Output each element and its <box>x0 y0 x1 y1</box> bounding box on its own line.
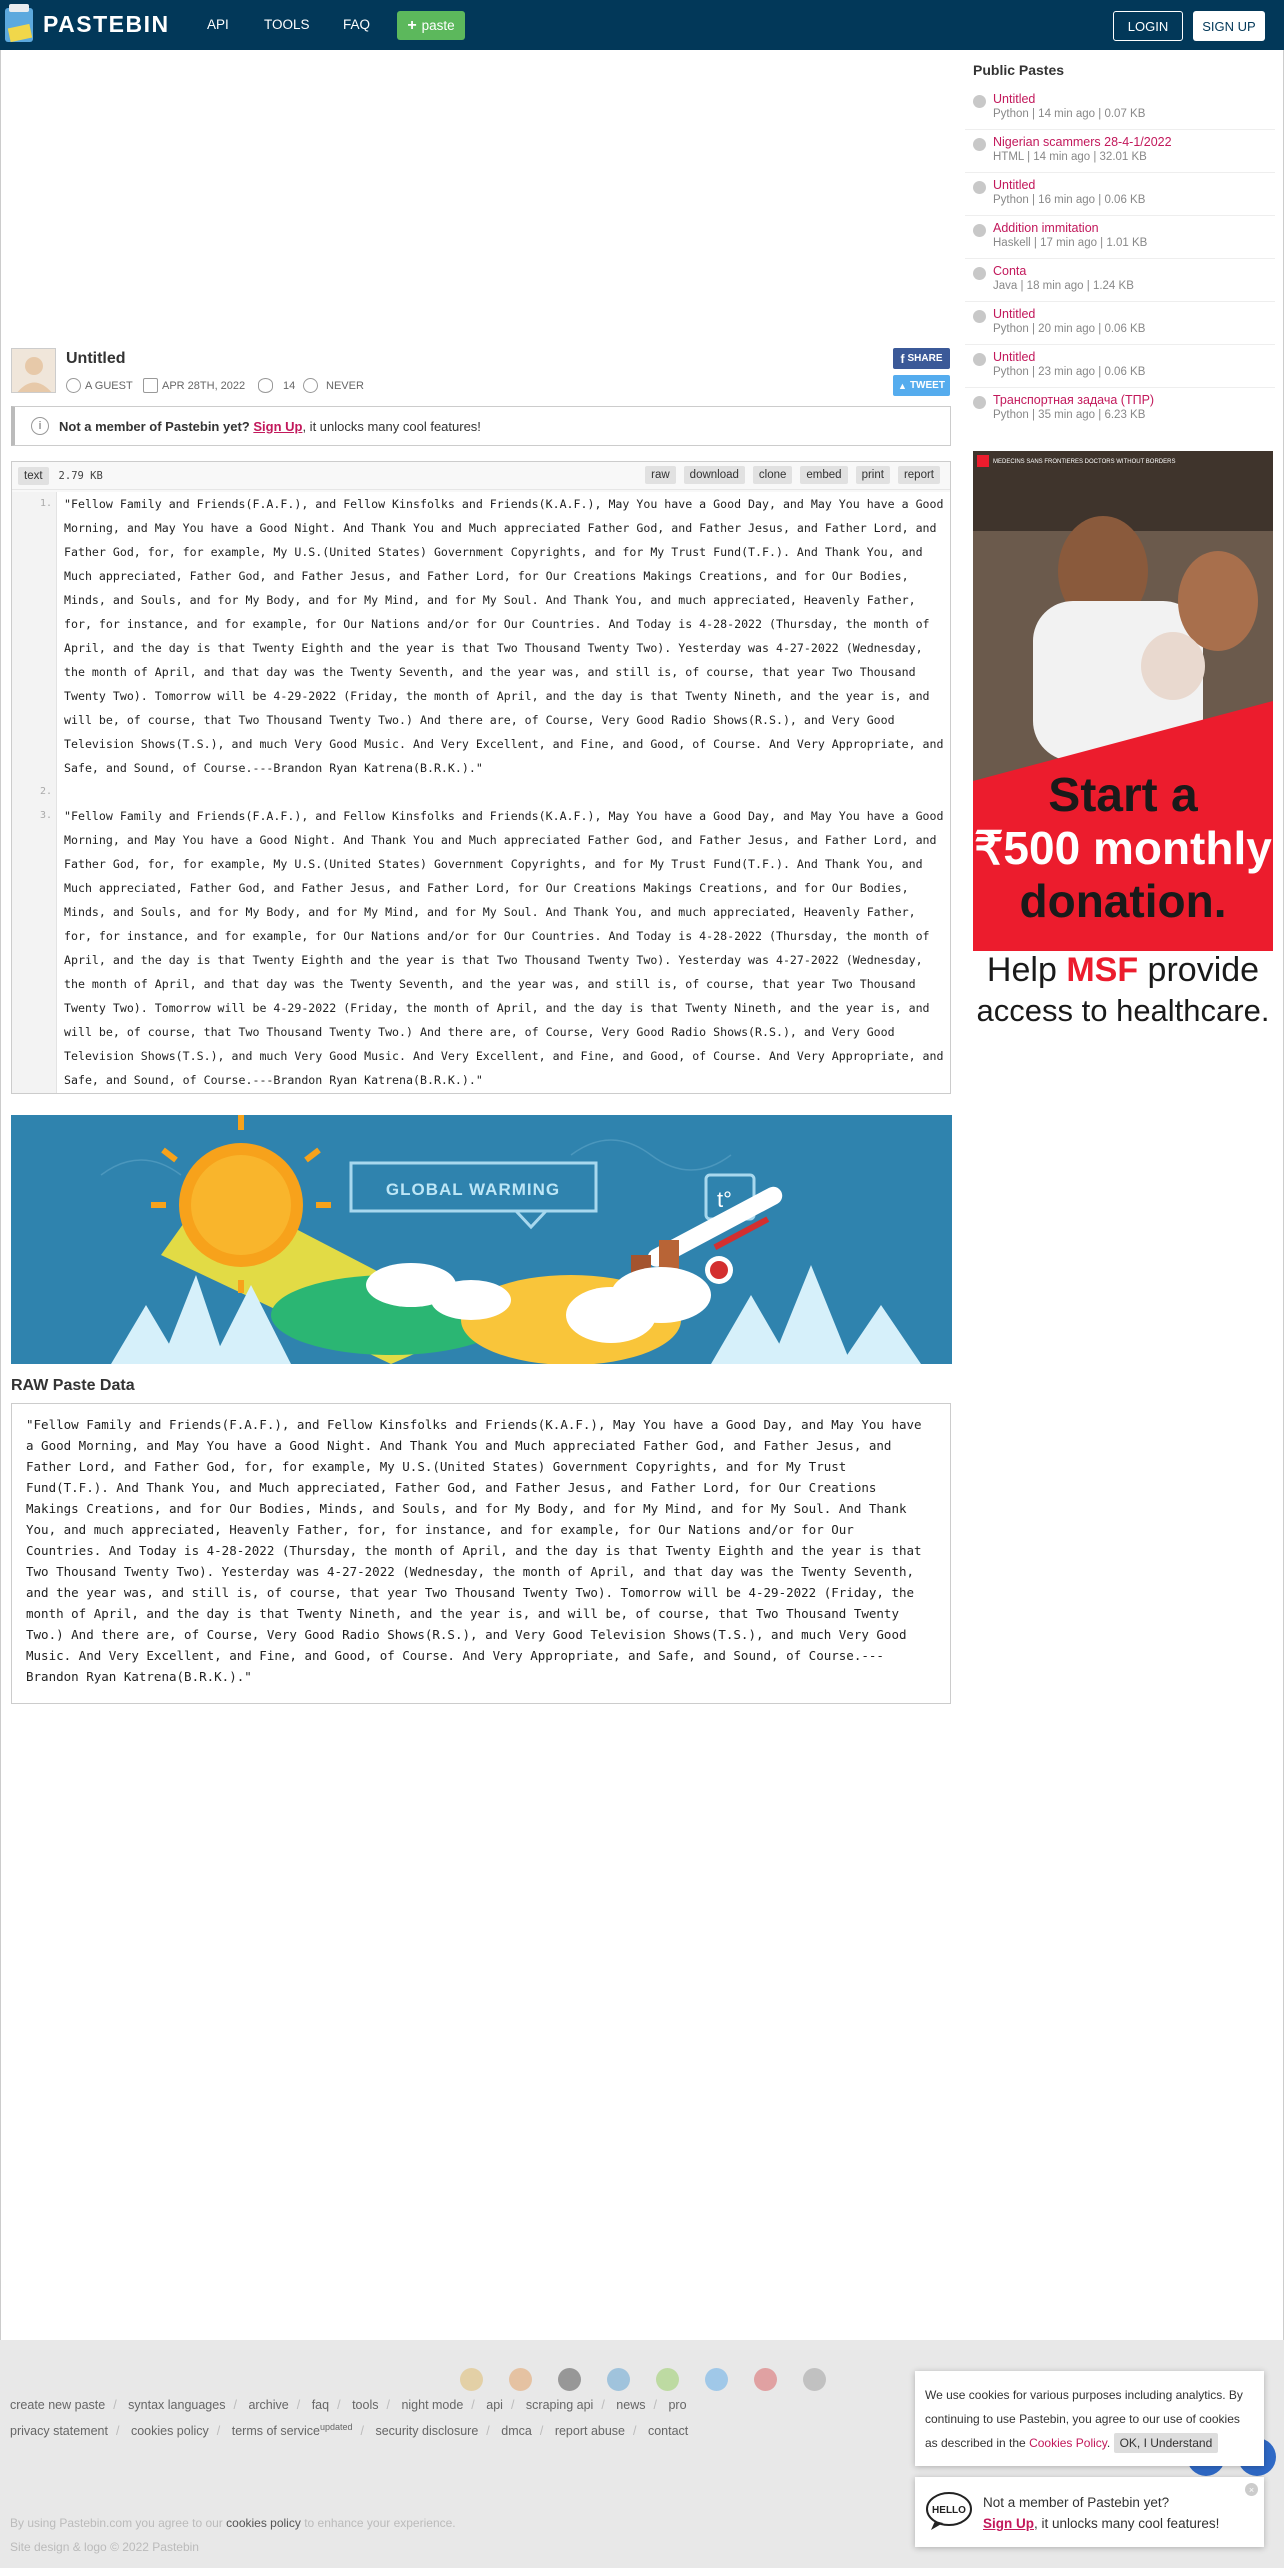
divider <box>965 301 1275 302</box>
hello-rest: , it unlocks many cool features! <box>1034 2516 1220 2531</box>
copy-pre: By using Pastebin.com you agree to our <box>10 2516 223 2530</box>
cookies-policy-link[interactable]: cookies policy <box>226 2516 301 2530</box>
date-meta <box>143 378 245 393</box>
views-meta <box>258 378 295 393</box>
paste-name[interactable]: Транспортная задача (ТПР) <box>993 393 1155 407</box>
guest-avatar <box>11 348 56 393</box>
paste-name[interactable]: Addition immitation <box>993 221 1099 235</box>
paste-name[interactable]: Untitled <box>993 92 1036 106</box>
ad-line3: donation. <box>1019 875 1227 927</box>
footer-link[interactable]: privacy statement <box>10 2424 108 2439</box>
facebook-icon: f <box>900 351 905 366</box>
paste-globe-icon <box>973 267 986 280</box>
footer-link[interactable]: scraping api <box>525 2398 594 2412</box>
paste-title: Untitled <box>66 350 126 367</box>
user-icon <box>66 378 81 393</box>
macos-icon[interactable] <box>705 2368 728 2391</box>
paste-meta: HTML | 14 min ago | 32.01 KB <box>993 151 1147 163</box>
msf-donation-ad[interactable] <box>973 451 1273 1031</box>
sublime-icon[interactable] <box>803 2368 826 2391</box>
ios-icon[interactable] <box>558 2368 581 2391</box>
top-navbar <box>0 0 1284 50</box>
close-icon[interactable]: × <box>1245 2483 1258 2496</box>
cookies-policy-popup-link[interactable]: Cookies Policy <box>1029 2436 1107 2450</box>
pastebin-logo-icon[interactable] <box>3 4 37 44</box>
public-pastes-title: Public Pastes <box>973 62 1065 78</box>
paste-meta: Haskell | 17 min ago | 1.01 KB <box>993 237 1148 249</box>
twitter-bird-icon: ▲ <box>898 380 907 391</box>
expire-value: NEVER <box>326 379 364 392</box>
divider <box>965 387 1275 388</box>
hello-speech-icon <box>925 2491 973 2531</box>
paste-label: paste <box>421 18 455 33</box>
paste-globe-icon <box>973 396 986 409</box>
plus-icon: + <box>407 16 417 34</box>
firefox-icon[interactable] <box>509 2368 532 2391</box>
print-button[interactable]: print <box>856 466 890 484</box>
opera-icon[interactable] <box>754 2368 777 2391</box>
chrome-icon[interactable] <box>460 2368 483 2391</box>
paste-meta: Python | 23 min ago | 0.06 KB <box>993 366 1146 378</box>
footer-link[interactable]: security disclosure <box>375 2424 479 2439</box>
paste-globe-icon <box>973 353 986 366</box>
public-paste-item[interactable] <box>973 393 1273 436</box>
divider <box>965 215 1275 216</box>
clone-button[interactable]: clone <box>753 466 793 484</box>
signup-notice <box>11 406 951 446</box>
raw-button[interactable]: raw <box>645 466 676 484</box>
footer-links-row2: privacy statement / cookies policy / terms of service$^{updated}$ / security disclosure / dmca / report abuse / contact <box>10 2422 689 2439</box>
line-number: 1. <box>39 498 52 509</box>
paste-globe-icon <box>973 310 986 323</box>
cookie-ok-button[interactable]: OK, I Understand <box>1114 2433 1219 2453</box>
ad-line1: Start a <box>1048 769 1198 822</box>
footer-link[interactable]: syntax languages <box>128 2398 226 2412</box>
code-toolbar <box>12 462 950 490</box>
raw-paste-textarea[interactable]: "Fellow Family and Friends(F.A.F.), and Fellow Kinsfolks and Friends(K.A.F.), May You have a Good Day, and May You have a Good Morning, and May You have a Good Night. And Thank You and Much appreciated Father God, and Father Jesus, and Father Lord, and Father God, for, for example, My U.S.(United States) Government Copyrights, and for My Trust Fund(T.F.). And Thank You, and Much appreciated, Father God, and Father Jesus, and Father Lord, for Our Creations Makings Creations, and for Our Bodies, Minds, and Souls, and for My Body, and for My Mind, and for My Soul. And Thank You, and much appreciated, Heavenly Father, for, for instance, and for example, for Our Nations and/or for Our Countries. And Today is 4-28-2022 (Thursday, the month of April, and the day is that Twenty Eighth and the year is that Two Thousand Twenty Two). Yesterday was 4-27-2022 (Wednesday, the month of April, and that day was the Twenty Seventh, and the year was, and still is, of course, that year Two Thousand Twenty Two). Tomorrow will be 4-29-2022 (Friday, the month of April, and the day is that Twenty Nineth, and the year is, and will be, of course, that Two Thousand Twenty Two.) And there are, of Course, Very Good Radio Shows(R.S.), and Very Good Television Shows(T.S.), and much Very Good Music. And Very Excellent, and Fine, and Good, of Course. And Very Appropriate, and Safe, and Sound, of Course.---Brandon Ryan Katrena(B.R.K.)." <box>11 1403 951 1704</box>
view-count: 14 <box>283 379 296 392</box>
footer-link[interactable]: pro <box>668 2398 687 2412</box>
footer-link[interactable]: create new paste <box>10 2398 106 2412</box>
divider <box>965 129 1275 130</box>
paste-meta: Python | 14 min ago | 0.07 KB <box>993 108 1146 120</box>
notice-signup-link[interactable]: Sign Up <box>253 418 303 434</box>
footer-link[interactable]: cookies policy <box>130 2424 209 2439</box>
ad-line2: ₹500 monthly <box>974 822 1272 874</box>
copyright-line <box>10 2516 456 2530</box>
syntax-tag[interactable]: text <box>18 467 49 485</box>
footer-link[interactable]: faq <box>311 2398 330 2412</box>
paste-globe-icon <box>973 138 986 151</box>
code-body <box>12 492 950 1093</box>
android-icon[interactable] <box>656 2368 679 2391</box>
ad-line4c: provide <box>1147 951 1260 989</box>
report-button[interactable]: report <box>898 466 940 484</box>
download-button[interactable]: download <box>684 466 745 484</box>
site-design-copyright: Site design & logo © 2022 Pastebin <box>10 2540 199 2554</box>
notice-rest: , it unlocks many cool features! <box>302 418 481 434</box>
signup-popup <box>915 2477 1264 2547</box>
thermo-label: t° <box>717 1187 732 1212</box>
paste-name[interactable]: Untitled <box>993 178 1036 192</box>
notice-bold: Not a member of Pastebin yet? <box>59 418 250 434</box>
updated-badge: updated <box>319 2422 353 2432</box>
footer-link[interactable]: archive <box>248 2398 289 2412</box>
banner-title: GLOBAL WARMING <box>385 1180 561 1199</box>
footer-link[interactable]: report abuse <box>554 2424 625 2439</box>
global-warming-banner[interactable] <box>11 1115 952 1364</box>
paste-globe-icon <box>973 181 986 194</box>
nav-api[interactable]: API <box>207 17 229 32</box>
hello-signup-link[interactable]: Sign Up <box>983 2516 1034 2531</box>
footer-link[interactable]: news <box>616 2398 646 2412</box>
code-line-text: "Fellow Family and Friends(F.A.F.), and Fellow Kinsfolks and Friends(K.A.F.), May You have a Good Day, and May You have a Good Morning, and May You have a Good Night. And Thank You and Much appreciated Father God, and Father Jesus, and Father Lord, and Father God, for, for example, My U.S.(United States) Government Copyrights, and for My Trust Fund(T.F.). And Thank You, and Much appreciated, Father God, and Father Jesus, and Father Lord, for Our Creations Makings Creations, and for Our Bodies, Minds, and Souls, and for My Body, and for My Mind, and for My Soul. And Thank You, and much appreciated, Heavenly Father, for, for instance, and for example, for Our Nations and/or for Our Countries. And Today is 4-28-2022 (Thursday, the month of April, and the day is that Twenty Eighth and the year is that Two Thousand Twenty Two). Yesterday was 4-27-2022 (Wednesday, the month of April, and that day was the Twenty Seventh, and the year was, and still is, of course, that year Two Thousand Twenty Two). Tomorrow will be 4-29-2022 (Friday, the month of April, and the day is that Twenty Nineth, and the year is, and will be, of course, that Two Thousand Twenty Two.) And there are, of Course, Very Good Radio Shows(R.S.), and Very Good Television Shows(T.S.), and much Very Good Music. And Very Excellent, and Fine, and Good, of Course. And Very Appropriate, and Safe, and Sound, of Course.---Brandon Ryan Katrena(B.R.K.)." <box>64 497 944 775</box>
new-paste-button[interactable] <box>397 11 465 40</box>
line-number: 2. <box>39 786 52 797</box>
paste-meta: Java | 18 min ago | 1.24 KB <box>993 280 1134 292</box>
raw-paste-title: RAW Paste Data <box>11 1377 135 1394</box>
paste-globe-icon <box>973 224 986 237</box>
code-actions <box>645 466 940 484</box>
footer-link[interactable]: terms of service <box>231 2424 320 2439</box>
paste-name[interactable]: Untitled <box>993 307 1036 321</box>
paste-name[interactable]: Nigerian scammers 28-4-1/2022 <box>993 135 1172 149</box>
hello-line1: Not a member of Pastebin yet? <box>983 2495 1170 2510</box>
divider <box>965 344 1275 345</box>
code-line-text: "Fellow Family and Friends(F.A.F.), and Fellow Kinsfolks and Friends(K.A.F.), May You have a Good Day, and May You have a Good Morning, and May You have a Good Night. And Thank You and Much appreciated Father God, and Father Jesus, and Father Lord, and Father God, for, for example, My U.S.(United States) Government Copyrights, and for My Trust Fund(T.F.). And Thank You, and Much appreciated, Father God, and Father Jesus, and Father Lord, for Our Creations Makings Creations, and for Our Bodies, Minds, and Souls, and for My Body, and for My Mind, and for My Soul. And Thank You, and much appreciated, Heavenly Father, for, for instance, and for example, for Our Nations and/or for Our Countries. And Today is 4-28-2022 (Thursday, the month of April, and the day is that Twenty Eighth and the year is that Two Thousand Twenty Two). Yesterday was 4-27-2022 (Wednesday, the month of April, and that day was the Twenty Seventh, and the year was, and still is, of course, that year Two Thousand Twenty Two). Tomorrow will be 4-29-2022 (Friday, the month of April, and the day is that Twenty Nineth, and the year is, and will be, of course, that Two Thousand Twenty Two.) And there are, of Course, Very Good Radio Shows(R.S.), and Very Good Television Shows(T.S.), and much Very Good Music. And Very Excellent, and Fine, and Good, of Course. And Very Appropriate, and Safe, and Sound, of Course.---Brandon Ryan Katrena(B.R.K.)." <box>64 809 944 1087</box>
windows-icon[interactable] <box>607 2368 630 2391</box>
timer-icon <box>303 378 318 393</box>
footer-link[interactable]: contact <box>647 2424 689 2439</box>
paste-name[interactable]: Untitled <box>993 350 1036 364</box>
paste-meta: Python | 16 min ago | 0.06 KB <box>993 194 1146 206</box>
divider <box>965 258 1275 259</box>
paste-meta: Python | 20 min ago | 0.06 KB <box>993 323 1146 335</box>
expire-meta <box>303 378 364 393</box>
divider <box>965 172 1275 173</box>
footer-link[interactable]: night mode <box>401 2398 464 2412</box>
share-label: SHARE <box>907 353 943 364</box>
footer-link[interactable]: tools <box>352 2398 379 2412</box>
signup-button[interactable]: SIGN UP <box>1193 11 1265 41</box>
eye-icon <box>258 378 273 393</box>
author-name: A GUEST <box>85 379 133 392</box>
cookie-consent-popup: We use cookies for various purposes including analytics. By continuing to use Pastebin, you agree to our use of cookies as described in the Cookies Policy. OK, I Understand <box>915 2371 1264 2466</box>
ad-line4 <box>987 951 1259 989</box>
tweet-label: TWEET <box>909 380 945 391</box>
paste-code-box <box>11 461 951 1094</box>
calendar-icon <box>143 378 158 393</box>
ad-line4b: MSF <box>1066 951 1139 989</box>
footer-link[interactable]: api <box>486 2398 503 2412</box>
line-number: 3. <box>39 810 52 821</box>
nav-faq[interactable]: FAQ <box>343 17 371 32</box>
facebook-share-button[interactable] <box>893 348 950 369</box>
paste-globe-icon <box>973 95 986 108</box>
paste-size: 2.79 KB <box>58 469 103 482</box>
hello-line2 <box>983 2516 1219 2531</box>
cookie-text: We use cookies for various purposes including analytics. By continuing to use Pastebin, you agree to our use of cookies as described in the <box>925 2388 1243 2450</box>
logo-text[interactable]: PASTEBIN <box>43 11 170 37</box>
hello-icon-text: HELLO <box>932 2505 966 2516</box>
paste-meta: Python | 35 min ago | 6.23 KB <box>993 409 1146 421</box>
copy-post: to enhance your experience. <box>304 2516 456 2530</box>
app-icons-row <box>460 2368 826 2391</box>
ad-line5: access to healthcare. <box>976 993 1270 1028</box>
author-meta <box>66 378 133 393</box>
info-icon: i <box>31 417 49 435</box>
footer-link[interactable]: dmca <box>501 2424 532 2439</box>
paste-date: APR 28TH, 2022 <box>162 379 246 392</box>
nav-tools[interactable]: TOOLS <box>264 17 310 32</box>
embed-button[interactable]: embed <box>800 466 847 484</box>
login-button[interactable]: LOGIN <box>1113 11 1183 41</box>
twitter-tweet-button[interactable] <box>893 375 950 396</box>
footer-links-row1: create new paste / syntax languages / archive / faq / tools / night mode / api / scraping api / news / pro <box>10 2398 687 2412</box>
paste-name[interactable]: Conta <box>993 264 1027 278</box>
msf-logo-text: MEDECINS SANS FRONTIERES DOCTORS WITHOUT BORDERS <box>993 459 1176 465</box>
ad-line4a: Help <box>986 951 1057 989</box>
